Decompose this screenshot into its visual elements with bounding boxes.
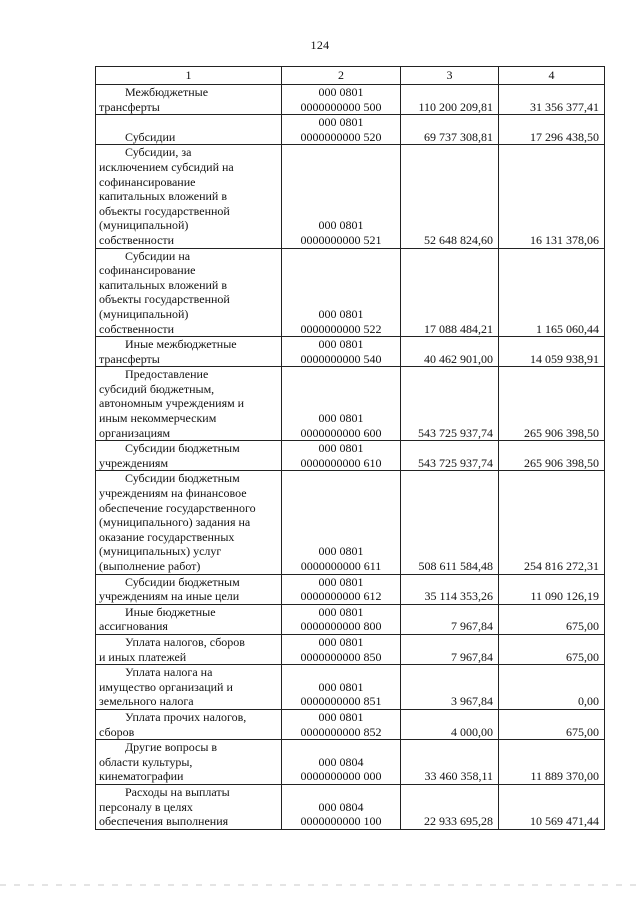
amount-column-4: 675,00 <box>499 634 605 664</box>
table-row <box>96 85 605 115</box>
table-row <box>96 740 605 785</box>
amount-column-4: 675,00 <box>499 709 605 739</box>
table-row <box>96 145 605 248</box>
amount-column-4: 16 131 378,06 <box>499 145 605 248</box>
amount-column-3: 7 967,84 <box>401 634 499 664</box>
amount-column-3: 110 200 209,81 <box>401 85 499 115</box>
table-body <box>96 85 605 830</box>
table-row <box>96 574 605 604</box>
budget-code: 000 0801 0000000000 522 <box>282 248 401 337</box>
expense-item-name <box>96 337 282 367</box>
expense-item-name <box>96 115 282 145</box>
expense-item-name <box>96 367 282 441</box>
expense-item-name <box>96 574 282 604</box>
budget-code: 000 0801 0000000000 540 <box>282 337 401 367</box>
budget-code: 000 0801 0000000000 611 <box>282 471 401 574</box>
expense-item-name <box>96 604 282 634</box>
amount-column-3: 22 933 695,28 <box>401 784 499 829</box>
expense-item-label: Субсидии на софинансирование капитальных вложений в объекты государственной (муниципальной) собственности <box>99 248 230 336</box>
expense-item-name <box>96 634 282 664</box>
budget-code: 000 0801 0000000000 851 <box>282 665 401 710</box>
budget-code: 000 0801 0000000000 521 <box>282 145 401 248</box>
table-row <box>96 248 605 337</box>
expense-item-name <box>96 85 282 115</box>
expense-item-label: Межбюджетные трансферты <box>99 85 209 114</box>
table-row <box>96 367 605 441</box>
expense-item-label: Субсидии <box>125 129 176 144</box>
expense-item-name <box>96 441 282 471</box>
budget-code: 000 0801 0000000000 610 <box>282 441 401 471</box>
expense-item-name <box>96 709 282 739</box>
expense-item-label: Иные бюджетные ассигнования <box>99 604 216 634</box>
budget-code: 000 0801 0000000000 800 <box>282 604 401 634</box>
table-row <box>96 634 605 664</box>
expense-item-label: Субсидии бюджетным учреждениям на финансовое обеспечение государственного (муниципального) задания на оказание государственных (муниципальных) услуг (выполнение работ) <box>99 471 256 573</box>
table-header-row <box>96 67 605 85</box>
column-header-1: 1 <box>96 67 282 85</box>
table-row <box>96 665 605 710</box>
amount-column-4: 265 906 398,50 <box>499 367 605 441</box>
amount-column-4: 31 356 377,41 <box>499 85 605 115</box>
amount-column-4: 11 889 370,00 <box>499 740 605 785</box>
amount-column-3: 69 737 308,81 <box>401 115 499 145</box>
amount-column-4: 17 296 438,50 <box>499 115 605 145</box>
expense-item-label: Субсидии бюджетным учреждениям на иные цели <box>99 574 240 604</box>
amount-column-4: 1 165 060,44 <box>499 248 605 337</box>
table-row <box>96 784 605 829</box>
column-header-4: 4 <box>499 67 605 85</box>
expense-item-label: Предоставление субсидий бюджетным, автономным учреждениям и иным некоммерческим организациям <box>99 367 245 440</box>
budget-code: 000 0804 0000000000 100 <box>282 784 401 829</box>
budget-code: 000 0801 0000000000 850 <box>282 634 401 664</box>
table-row <box>96 471 605 574</box>
budget-code: 000 0801 0000000000 852 <box>282 709 401 739</box>
budget-code: 000 0801 0000000000 500 <box>282 85 401 115</box>
expense-item-label: Уплата налогов, сборов и иных платежей <box>99 634 245 664</box>
budget-code: 000 0801 0000000000 600 <box>282 367 401 441</box>
expense-item-name <box>96 145 282 248</box>
amount-column-3: 3 967,84 <box>401 665 499 710</box>
amount-column-4: 11 090 126,19 <box>499 574 605 604</box>
expense-item-name <box>96 471 282 574</box>
amount-column-3: 543 725 937,74 <box>401 367 499 441</box>
amount-column-4: 0,00 <box>499 665 605 710</box>
expense-item-name <box>96 248 282 337</box>
table-row <box>96 337 605 367</box>
expense-item-label: Уплата налога на имущество организаций и земельного налога <box>99 665 233 709</box>
expense-item-name <box>96 740 282 785</box>
column-header-3: 3 <box>401 67 499 85</box>
amount-column-4: 254 816 272,31 <box>499 471 605 574</box>
amount-column-3: 35 114 353,26 <box>401 574 499 604</box>
expense-item-label: Субсидии бюджетным учреждениям <box>99 441 240 470</box>
table-row <box>96 115 605 145</box>
amount-column-4: 14 059 938,91 <box>499 337 605 367</box>
budget-code: 000 0801 0000000000 520 <box>282 115 401 145</box>
expense-item-label: Уплата прочих налогов, сборов <box>99 709 247 739</box>
expense-item-label: Расходы на выплаты персоналу в целях обеспечения выполнения <box>99 784 230 829</box>
amount-column-3: 17 088 484,21 <box>401 248 499 337</box>
amount-column-4: 675,00 <box>499 604 605 634</box>
amount-column-3: 7 967,84 <box>401 604 499 634</box>
amount-column-3: 52 648 824,60 <box>401 145 499 248</box>
page-number: 124 <box>310 38 330 52</box>
amount-column-3: 40 462 901,00 <box>401 337 499 367</box>
expense-item-label: Субсидии, за исключением субсидий на софинансирование капитальных вложений в объекты государственной (муниципальной) собственности <box>99 145 234 247</box>
expense-item-label: Иные межбюджетные трансферты <box>99 337 237 366</box>
amount-column-4: 265 906 398,50 <box>499 441 605 471</box>
expense-item-name <box>96 784 282 829</box>
table-row <box>96 441 605 471</box>
scan-artifact-line <box>0 884 640 886</box>
expense-item-name <box>96 665 282 710</box>
table-row <box>96 604 605 634</box>
column-header-2: 2 <box>282 67 401 85</box>
amount-column-3: 4 000,00 <box>401 709 499 739</box>
budget-code: 000 0801 0000000000 612 <box>282 574 401 604</box>
budget-code: 000 0804 0000000000 000 <box>282 740 401 785</box>
amount-column-3: 508 611 584,48 <box>401 471 499 574</box>
table-row <box>96 709 605 739</box>
budget-table <box>95 66 605 830</box>
amount-column-3: 33 460 358,11 <box>401 740 499 785</box>
expense-item-label: Другие вопросы в области культуры, кинематографии <box>99 740 218 784</box>
amount-column-4: 10 569 471,44 <box>499 784 605 829</box>
amount-column-3: 543 725 937,74 <box>401 441 499 471</box>
